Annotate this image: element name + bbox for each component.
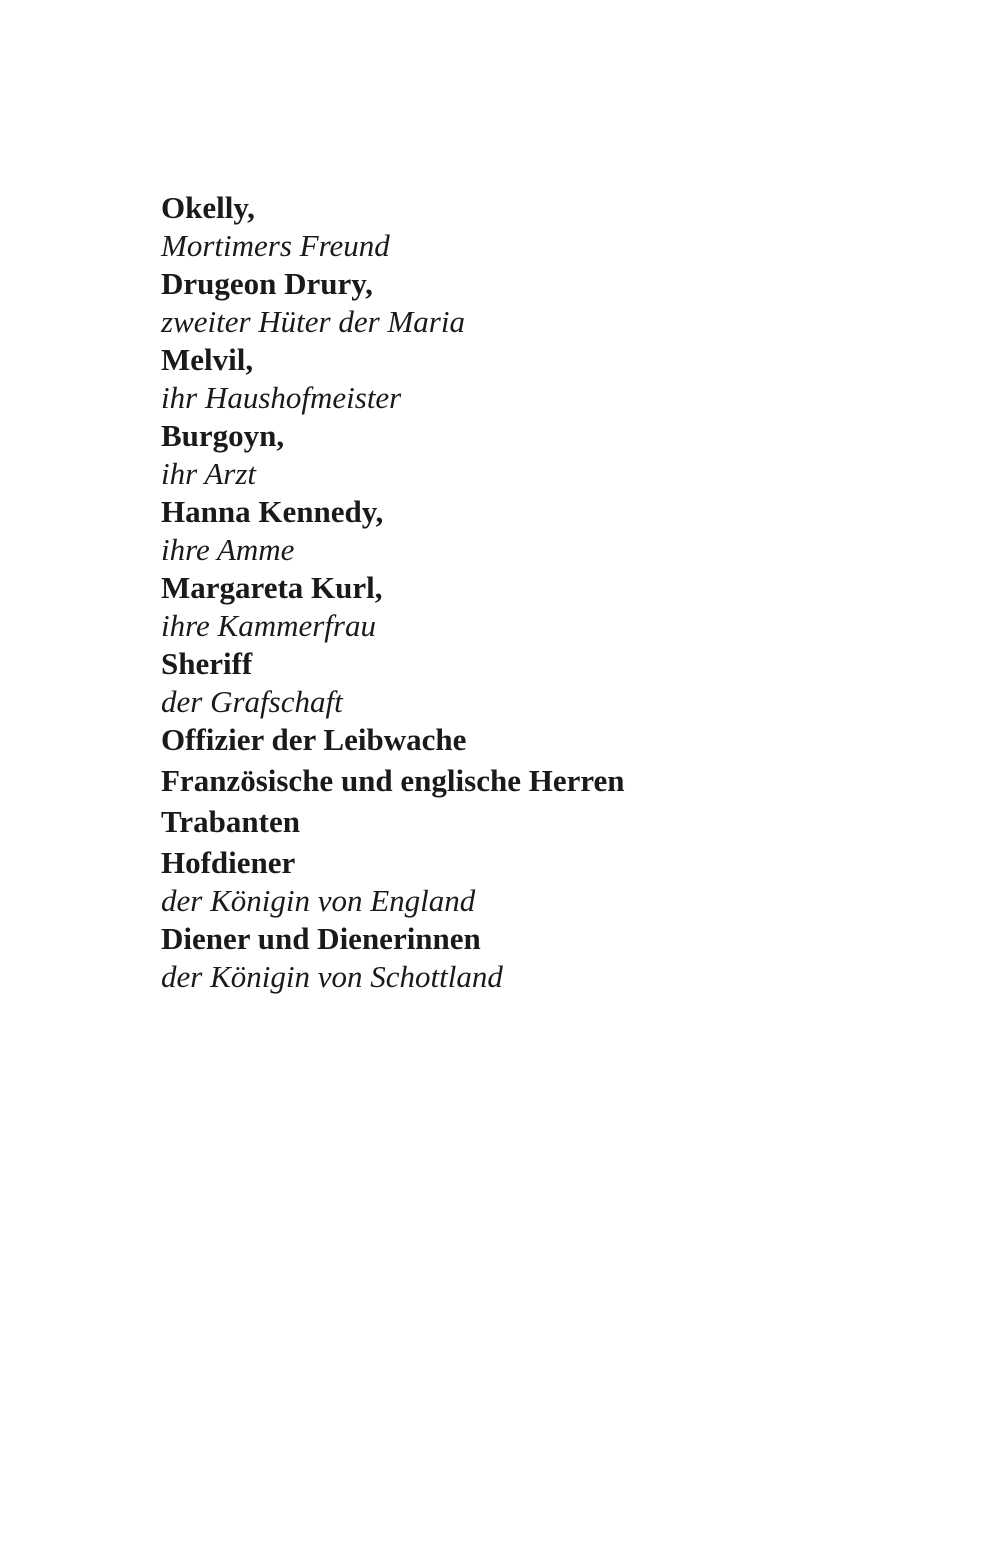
cast-role: der Königin von Schottland (161, 959, 503, 994)
cast-entry-herren (161, 762, 861, 800)
cast-entry-drury (161, 265, 861, 341)
cast-role: zweiter Hüter der Maria (161, 304, 465, 339)
cast-entry-hofdiener (161, 844, 861, 920)
cast-role: der Grafschaft (161, 684, 343, 719)
cast-entry-burgoyn (161, 417, 861, 493)
cast-name: Margareta Kurl, (161, 570, 383, 605)
cast-role: ihre Amme (161, 532, 295, 567)
cast-entry-kennedy (161, 493, 861, 569)
cast-role: ihr Arzt (161, 456, 257, 491)
cast-name: Diener und Dienerinnen (161, 921, 481, 956)
cast-entry-okelly (161, 189, 861, 265)
cast-role: ihr Haushofmeister (161, 380, 402, 415)
cast-name: Sheriff (161, 646, 253, 681)
cast-entry-sheriff (161, 645, 861, 721)
cast-role: der Königin von England (161, 883, 476, 918)
cast-role: ihre Kammerfrau (161, 608, 376, 643)
cast-entry-offizier (161, 721, 861, 759)
cast-list (161, 189, 861, 996)
cast-entry-melvil (161, 341, 861, 417)
cast-name: Burgoyn, (161, 418, 285, 453)
cast-name: Melvil, (161, 342, 254, 377)
cast-role: Mortimers Freund (161, 228, 390, 263)
cast-name: Hanna Kennedy, (161, 494, 384, 529)
cast-name: Französische und englische Herren (161, 763, 625, 798)
cast-entry-diener (161, 920, 861, 996)
cast-entry-trabanten (161, 803, 861, 841)
cast-entry-kurl (161, 569, 861, 645)
cast-name: Trabanten (161, 804, 300, 839)
cast-name: Hofdiener (161, 845, 296, 880)
cast-name: Offizier der Leibwache (161, 722, 467, 757)
cast-name: Okelly, (161, 190, 255, 225)
cast-name: Drugeon Drury, (161, 266, 373, 301)
